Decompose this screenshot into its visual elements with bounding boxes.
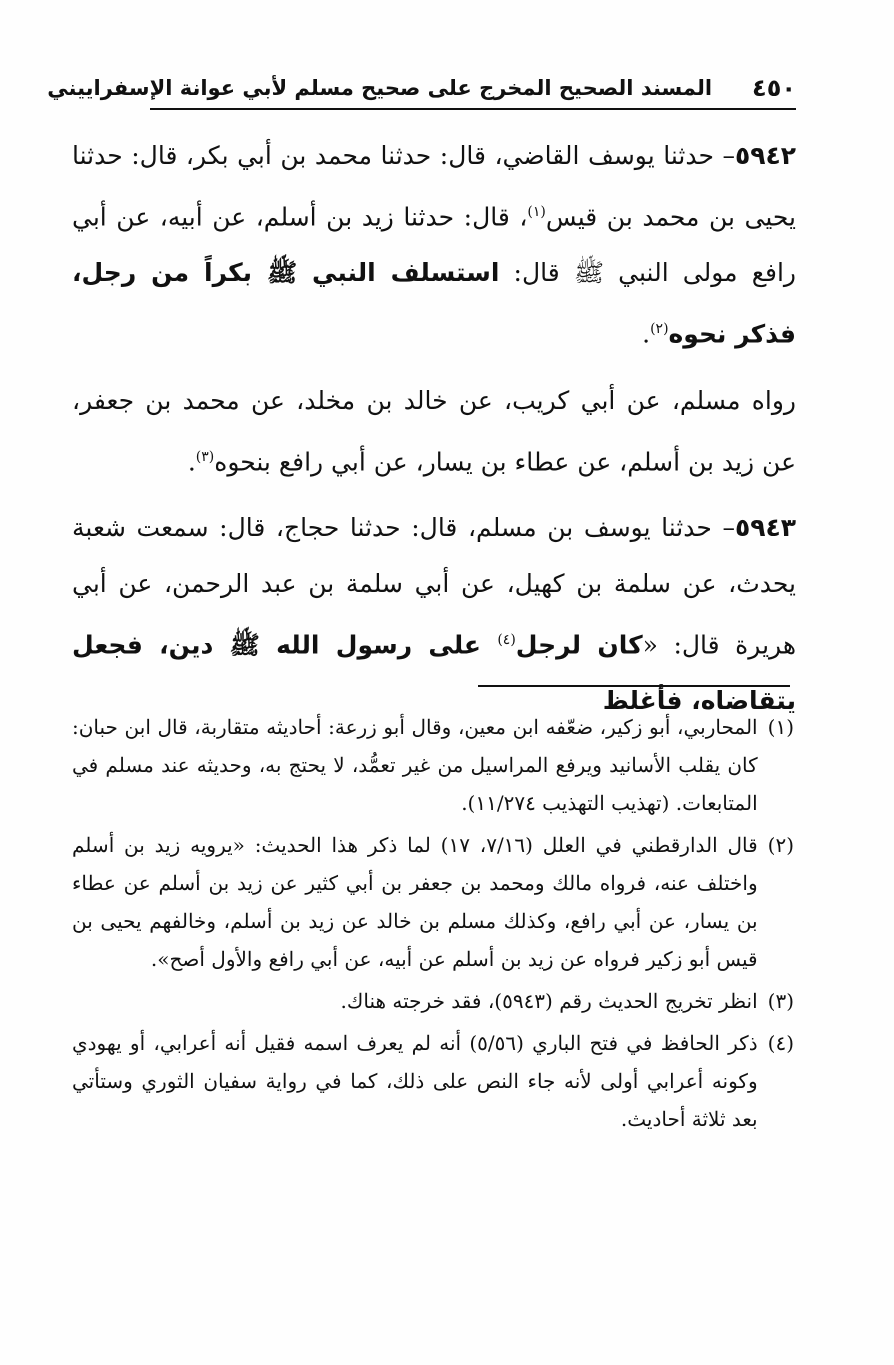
footnote-number: (١) — [767, 715, 794, 739]
footnotes — [72, 708, 794, 1142]
footnote-ref-3[interactable]: (٣) — [195, 448, 215, 465]
hadith-chain: ، قال: حدثنا زيد بن أسلم، عن أبيه، عن أبي رافع مولى النبي ﷺ قال: — [72, 202, 796, 288]
running-title: المسند الصحيح المخرج على صحيح مسلم لأبي عوانة الإسفراييني — [47, 76, 713, 100]
hadith-end: . — [642, 319, 651, 349]
page-header — [47, 68, 796, 110]
hadith-matn-b: على رسول الله ﷺ دين، فجعل يتقاضاه، فأغلظ — [72, 630, 796, 716]
footnote-number: (٢) — [767, 833, 794, 857]
footnote-1 — [72, 708, 794, 822]
footnote-separator — [478, 685, 790, 687]
footnote-text: قال الدارقطني في العلل (٧/١٦، ١٧) لما ذكر هذا الحديث: «يرويه زيد بن أسلم واختلف عنه، فرواه مالك ومحمد بن جعفر بن أبي كثير عن زيد بن أسلم عن عطاء بن يسار، عن أبي رافع، وكذلك مسلم بن خالد عن زيد بن أسلم، وخالفهم يحيى بن قيس أبو زكير فرواه عن زيد بن أسلم عن أبيه، عن أبي رافع والأول أصح». — [72, 833, 758, 971]
footnote-text: انظر تخريج الحديث رقم (٥٩٤٣)، فقد خرجته هناك. — [340, 989, 758, 1013]
hadith-intro: – حدثنا يوسف بن مسلم، قال: حدثنا حجاج، قال: سمعت شعبة يحدث، عن سلمة بن كهيل، عن أبي سلمة بن عبد الرحمن، عن أبي هريرة قال: « — [72, 512, 797, 660]
hadith-matn: استسلف النبي ﷺ بكراً من رجل، فذكر نحوه — [72, 258, 796, 349]
footnote-text: ذكر الحافظ في فتح الباري (٥/٥٦) أنه لم يعرف اسمه فقيل أنه أعرابي، أو يهودي وكونه أعرابي أولى لأنه جاء النص على ذلك، كما في رواية سفيان الثوري وستأتي بعد ثلاثة أحاديث. — [72, 1031, 758, 1131]
riwaya-text: رواه مسلم، عن أبي كريب، عن خالد بن مخلد، عن محمد بن جعفر، عن زيد بن أسلم، عن عطاء بن يسار، عن أبي رافع بنحوه — [72, 385, 796, 476]
hadith-number: ٥٩٤٢ — [734, 141, 796, 170]
footnote-text: المحاربي، أبو زكير، ضعّفه ابن معين، وقال أبو زرعة: أحاديثه متقاربة، قال ابن حبان: كان يقلب الأسانيد ويرفع المراسيل من غير تعمُّد، لا يحتج به، وحديثه عند مسلم في المتابعات. (تهذيب التهذيب ١١/٢٧٤). — [72, 715, 758, 815]
page-number: ٤٥٠ — [752, 74, 796, 102]
footnote-number: (٤) — [767, 1031, 794, 1055]
footnote-ref-2[interactable]: (٢) — [650, 321, 669, 338]
riwaya-end: . — [187, 446, 196, 476]
hadith-number: ٥٩٤٣ — [734, 512, 796, 542]
footnote-4 — [72, 1024, 794, 1138]
footnote-number: (٣) — [767, 989, 794, 1013]
footnote-ref-1[interactable]: (١) — [527, 204, 546, 220]
hadith-intro: – حدثنا يوسف القاضي، قال: حدثنا محمد بن أبي بكر، قال: حدثنا يحيى بن محمد بن قيس — [72, 141, 797, 232]
hadith-5942 — [72, 128, 796, 363]
hadith-matn-a: كان لرجل — [515, 630, 643, 660]
footnote-ref-4[interactable]: (٤) — [497, 631, 516, 648]
footnote-2 — [72, 826, 794, 978]
riwaya-paragraph — [72, 373, 796, 490]
main-text — [72, 128, 796, 739]
hadith-5943 — [72, 500, 796, 729]
footnote-3 — [72, 982, 794, 1020]
